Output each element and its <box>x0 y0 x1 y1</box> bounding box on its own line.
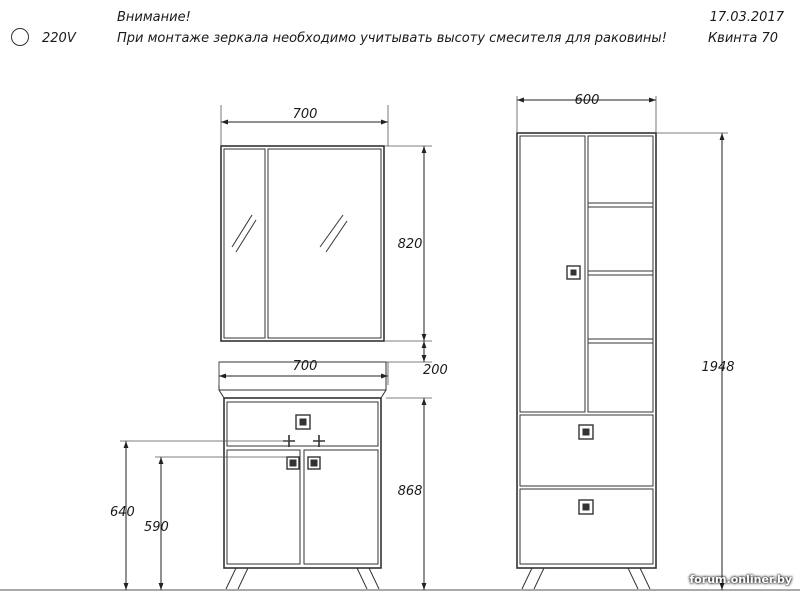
outlet-height-590-label: 590 <box>144 520 169 535</box>
cabinet-height-label: 1948 <box>701 360 735 375</box>
mirror-height-label: 820 <box>397 237 423 252</box>
outlet-height-640-label: 640 <box>110 505 135 520</box>
vanity-width-label: 700 <box>292 359 318 374</box>
watermark: forum.onliner.by <box>689 573 792 586</box>
vanity-height-label: 868 <box>397 484 423 499</box>
dimension-lines <box>126 100 722 590</box>
mirror-width-label: 700 <box>292 107 318 122</box>
document-date: 17.03.2017 <box>709 10 784 25</box>
warning-title: Внимание! <box>117 10 191 25</box>
mirror-cabinet <box>221 146 384 341</box>
model-name: Квинта 70 <box>707 31 778 46</box>
cabinet-width-label: 600 <box>574 93 600 108</box>
voltage-label: 220V <box>42 31 76 46</box>
tall-cabinet <box>517 133 656 589</box>
warning-text: При монтаже зеркала необходимо учитывать высоту смесителя для раковины! <box>117 31 667 46</box>
vanity-unit <box>219 362 386 589</box>
gap-label: 200 <box>423 363 448 378</box>
